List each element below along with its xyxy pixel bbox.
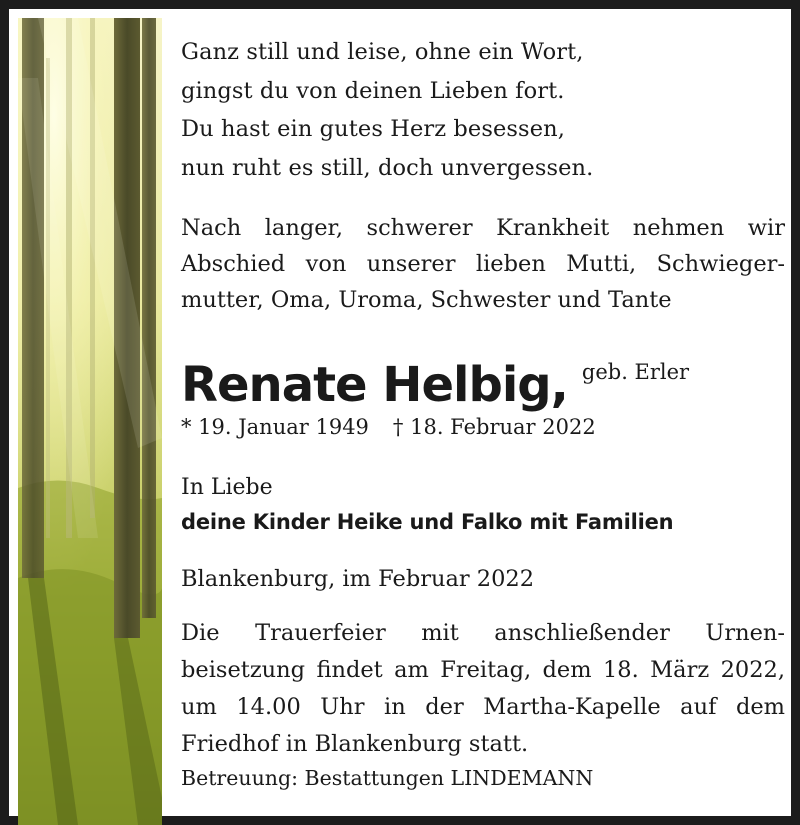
place-date: Blankenburg, im Februar 2022 [181, 566, 535, 592]
poem [181, 33, 785, 187]
forest-illustration [18, 18, 162, 825]
mourners-names: deine Kinder Heike und Falko mit Familien [181, 510, 674, 534]
poem-line: Du hast ein gutes Herz besessen, [181, 116, 565, 142]
deceased-name: Renate Helbig, [181, 357, 568, 413]
announcement-line: Nach langer, schwerer Krankheit nehmen wir [181, 215, 785, 241]
poem-line: gingst du von deinen Lieben fort. [181, 77, 565, 104]
death-date: † 18. Februar 2022 [392, 415, 596, 439]
announcement [181, 210, 785, 318]
funeral-line: Die Trauerfeier mit anschließender Urnen- [181, 620, 785, 646]
undertaker: Betreuung: Bestattungen LINDEMANN [181, 766, 594, 790]
funeral-info [181, 615, 785, 763]
funeral-line: beisetzung findet am Freitag, dem 18. März 2022, [181, 657, 785, 683]
birth-name: geb. Erler [581, 360, 690, 384]
mourners-intro: In Liebe [181, 475, 273, 500]
poem-line: nun ruht es still, doch unvergessen. [181, 154, 594, 181]
birth-date: * 19. Januar 1949 [181, 415, 369, 439]
obituary-text [181, 33, 785, 793]
poem-line: Ganz still und leise, ohne ein Wort, [181, 39, 584, 65]
funeral-line: Friedhof in Blankenburg statt. [181, 731, 529, 757]
funeral-line: um 14.00 Uhr in der Martha-Kapelle auf dem [181, 694, 785, 720]
deceased-name-row [181, 352, 785, 418]
announcement-line: Abschied von unserer lieben Mutti, Schwieger- [181, 251, 785, 277]
announcement-line: mutter, Oma, Uroma, Schwester und Tante [181, 287, 672, 313]
forest-image [18, 18, 162, 825]
